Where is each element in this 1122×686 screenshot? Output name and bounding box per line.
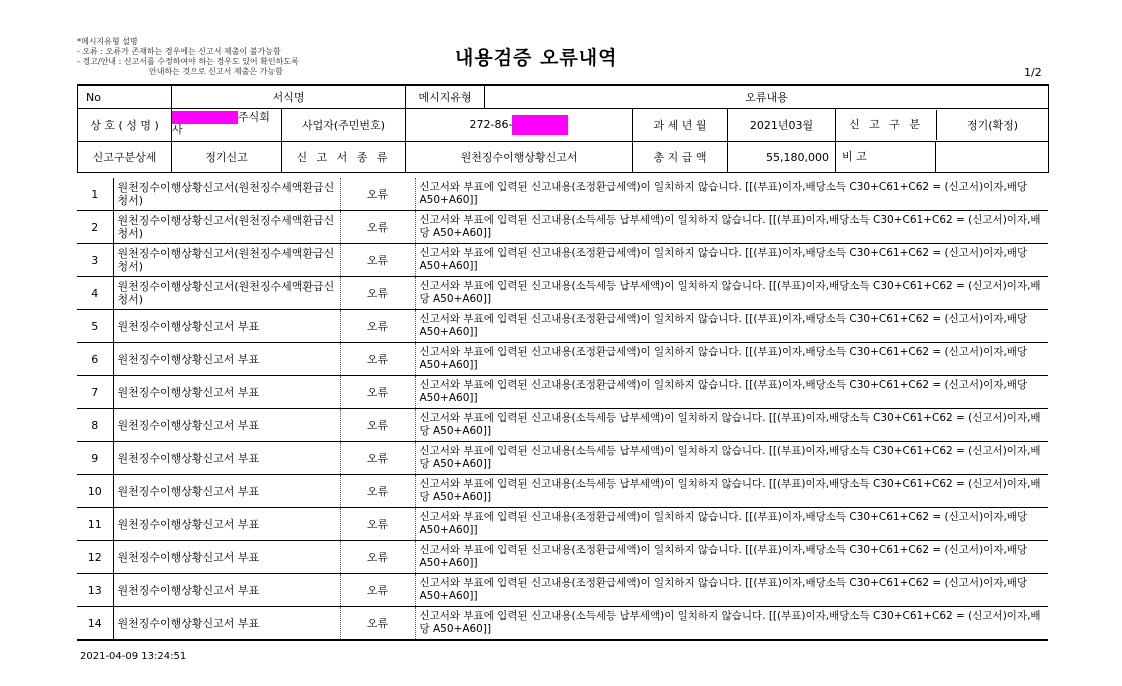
- legend-line: - 오류 : 오류가 존재하는 경우에는 신고서 제출이 불가능함: [77, 47, 281, 56]
- row-number: 2: [77, 211, 113, 244]
- row-number: 9: [77, 442, 113, 475]
- row-form-name: 원천징수이행상황신고서(원천징수세액환급신청서): [113, 277, 340, 310]
- row-form-name: 원천징수이행상황신고서(원천징수세액환급신청서): [113, 211, 340, 244]
- table-row: [77, 508, 1048, 541]
- page-number: 1/2: [1024, 66, 1042, 79]
- table-row: [77, 442, 1048, 475]
- row-error-content: 신고서와 부표에 입력된 신고내용(조정환급세액)이 일치하지 않습니다. [[(부표)이자,배당소득 C30+C61+C62 = (신고서)이자,배당 A50+A60]]: [415, 508, 1048, 541]
- report-info-row: [78, 142, 1049, 173]
- row-form-name: 원천징수이행상황신고서 부표: [113, 376, 340, 409]
- row-message-type: 오류: [340, 541, 415, 574]
- company-label: 상 호 ( 성 명 ): [78, 109, 172, 142]
- table-row: [77, 376, 1048, 409]
- row-error-content: 신고서와 부표에 입력된 신고내용(조정환급세액)이 일치하지 않습니다. [[(부표)이자,배당소득 C30+C61+C62 = (신고서)이자,배당 A50+A60]]: [415, 541, 1048, 574]
- row-form-name: 원천징수이행상황신고서 부표: [113, 343, 340, 376]
- period-label: 과 세 년 월: [633, 109, 728, 142]
- form-kind-value: 원천징수이행상황신고서: [406, 142, 633, 173]
- error-list-table: [77, 178, 1048, 641]
- row-form-name: 원천징수이행상황신고서(원천징수세액환급신청서): [113, 244, 340, 277]
- row-message-type: 오류: [340, 376, 415, 409]
- row-message-type: 오류: [340, 310, 415, 343]
- row-form-name: 원천징수이행상황신고서 부표: [113, 541, 340, 574]
- header-form-name: 서식명: [172, 85, 406, 109]
- table-row: [77, 541, 1048, 574]
- row-error-content: 신고서와 부표에 입력된 신고내용(소득세등 납부세액)이 일치하지 않습니다. [[(부표)이자,배당소득 C30+C61+C62 = (신고서)이자,배당 A50+A60]]: [415, 442, 1048, 475]
- report-kind-value: 정기(확정): [966, 119, 1019, 132]
- redacted-block: [512, 115, 568, 135]
- row-number: 11: [77, 508, 113, 541]
- row-message-type: 오류: [340, 409, 415, 442]
- row-number: 7: [77, 376, 113, 409]
- row-error-content: 신고서와 부표에 입력된 신고내용(조정환급세액)이 일치하지 않습니다. [[(부표)이자,배당소득 C30+C61+C62 = (신고서)이자,배당 A50+A60]]: [415, 244, 1048, 277]
- row-number: 3: [77, 244, 113, 277]
- row-error-content: 신고서와 부표에 입력된 신고내용(소득세등 납부세액)이 일치하지 않습니다. [[(부표)이자,배당소득 C30+C61+C62 = (신고서)이자,배당 A50+A60]]: [415, 607, 1048, 641]
- legend-line: - 경고/안내 : 신고서를 수정하여야 하는 경우도 있어 확인하도록: [77, 57, 299, 66]
- row-error-content: 신고서와 부표에 입력된 신고내용(조정환급세액)이 일치하지 않습니다. [[(부표)이자,배당소득 C30+C61+C62 = (신고서)이자,배당 A50+A60]]: [415, 574, 1048, 607]
- business-number-value: 272-86-: [406, 109, 633, 142]
- row-error-content: 신고서와 부표에 입력된 신고내용(소득세등 납부세액)이 일치하지 않습니다. [[(부표)이자,배당소득 C30+C61+C62 = (신고서)이자,배당 A50+A60]]: [415, 475, 1048, 508]
- row-form-name: 원천징수이행상황신고서 부표: [113, 508, 340, 541]
- row-error-content: 신고서와 부표에 입력된 신고내용(조정환급세액)이 일치하지 않습니다. [[(부표)이자,배당소득 C30+C61+C62 = (신고서)이자,배당 A50+A60]]: [415, 376, 1048, 409]
- row-form-name: 원천징수이행상황신고서 부표: [113, 607, 340, 641]
- table-row: [77, 607, 1048, 641]
- row-number: 12: [77, 541, 113, 574]
- table-row: [77, 211, 1048, 244]
- row-error-content: 신고서와 부표에 입력된 신고내용(조정환급세액)이 일치하지 않습니다. [[(부표)이자,배당소득 C30+C61+C62 = (신고서)이자,배당 A50+A60]]: [415, 343, 1048, 376]
- business-number-label: 사업자(주민번호): [282, 109, 406, 142]
- legend-line: 안내하는 것으로 신고서 제출은 가능함: [149, 67, 283, 76]
- remark-cell: [836, 142, 1049, 173]
- row-message-type: 오류: [340, 343, 415, 376]
- row-message-type: 오류: [340, 475, 415, 508]
- row-form-name: 원천징수이행상황신고서 부표: [113, 409, 340, 442]
- row-message-type: 오류: [340, 508, 415, 541]
- row-error-content: 신고서와 부표에 입력된 신고내용(조정환급세액)이 일치하지 않습니다. [[(부표)이자,배당소득 C30+C61+C62 = (신고서)이자,배당 A50+A60]]: [415, 310, 1048, 343]
- row-number: 1: [77, 178, 113, 211]
- header-message-type: 메시지유형: [406, 85, 485, 109]
- table-row: [77, 178, 1048, 211]
- message-type-legend: [77, 37, 299, 77]
- column-header-row: [78, 85, 1049, 109]
- printed-timestamp: 2021-04-09 13:24:51: [80, 651, 187, 662]
- company-info-row: [78, 109, 1049, 142]
- table-row: [77, 574, 1048, 607]
- table-row: [77, 409, 1048, 442]
- legend-line: *메시지유형 설명: [77, 37, 138, 46]
- row-form-name: 원천징수이행상황신고서(원천징수세액환급신청서): [113, 178, 340, 211]
- row-message-type: 오류: [340, 607, 415, 641]
- row-number: 4: [77, 277, 113, 310]
- header-no: No: [78, 85, 172, 109]
- row-form-name: 원천징수이행상황신고서 부표: [113, 310, 340, 343]
- row-form-name: 원천징수이행상황신고서 부표: [113, 574, 340, 607]
- row-message-type: 오류: [340, 277, 415, 310]
- remark-label: 비 고: [836, 142, 936, 172]
- row-message-type: 오류: [340, 244, 415, 277]
- report-kind-cell: [836, 109, 1049, 142]
- row-number: 8: [77, 409, 113, 442]
- form-kind-label: 신 고 서 종 류: [282, 142, 406, 173]
- report-kind-label: 신 고 구 분: [836, 110, 937, 140]
- row-message-type: 오류: [340, 211, 415, 244]
- row-form-name: 원천징수이행상황신고서 부표: [113, 475, 340, 508]
- row-number: 14: [77, 607, 113, 641]
- row-message-type: 오류: [340, 574, 415, 607]
- row-error-content: 신고서와 부표에 입력된 신고내용(소득세등 납부세액)이 일치하지 않습니다. [[(부표)이자,배당소득 C30+C61+C62 = (신고서)이자,배당 A50+A60]]: [415, 277, 1048, 310]
- table-row: [77, 343, 1048, 376]
- row-message-type: 오류: [340, 178, 415, 211]
- row-error-content: 신고서와 부표에 입력된 신고내용(소득세등 납부세액)이 일치하지 않습니다. [[(부표)이자,배당소득 C30+C61+C62 = (신고서)이자,배당 A50+A60]]: [415, 211, 1048, 244]
- company-value: 주식회 사: [172, 109, 282, 142]
- row-number: 13: [77, 574, 113, 607]
- row-number: 10: [77, 475, 113, 508]
- report-detail-value: 정기신고: [172, 142, 282, 173]
- row-error-content: 신고서와 부표에 입력된 신고내용(소득세등 납부세액)이 일치하지 않습니다. [[(부표)이자,배당소득 C30+C61+C62 = (신고서)이자,배당 A50+A60]]: [415, 409, 1048, 442]
- report-detail-label: 신고구분상세: [78, 142, 172, 173]
- table-row: [77, 310, 1048, 343]
- row-error-content: 신고서와 부표에 입력된 신고내용(조정환급세액)이 일치하지 않습니다. [[(부표)이자,배당소득 C30+C61+C62 = (신고서)이자,배당 A50+A60]]: [415, 178, 1048, 211]
- row-message-type: 오류: [340, 442, 415, 475]
- summary-table: [77, 84, 1049, 173]
- total-pay-label: 총 지 급 액: [633, 142, 728, 173]
- page-title: 내용검증 오류내역: [455, 47, 618, 69]
- table-row: [77, 475, 1048, 508]
- row-number: 5: [77, 310, 113, 343]
- row-form-name: 원천징수이행상황신고서 부표: [113, 442, 340, 475]
- table-row: [77, 244, 1048, 277]
- total-pay-value: 55,180,000: [728, 142, 836, 173]
- header-error-content: 오류내용: [485, 85, 1049, 109]
- table-row: [77, 277, 1048, 310]
- period-value: 2021년03월: [728, 109, 836, 142]
- row-number: 6: [77, 343, 113, 376]
